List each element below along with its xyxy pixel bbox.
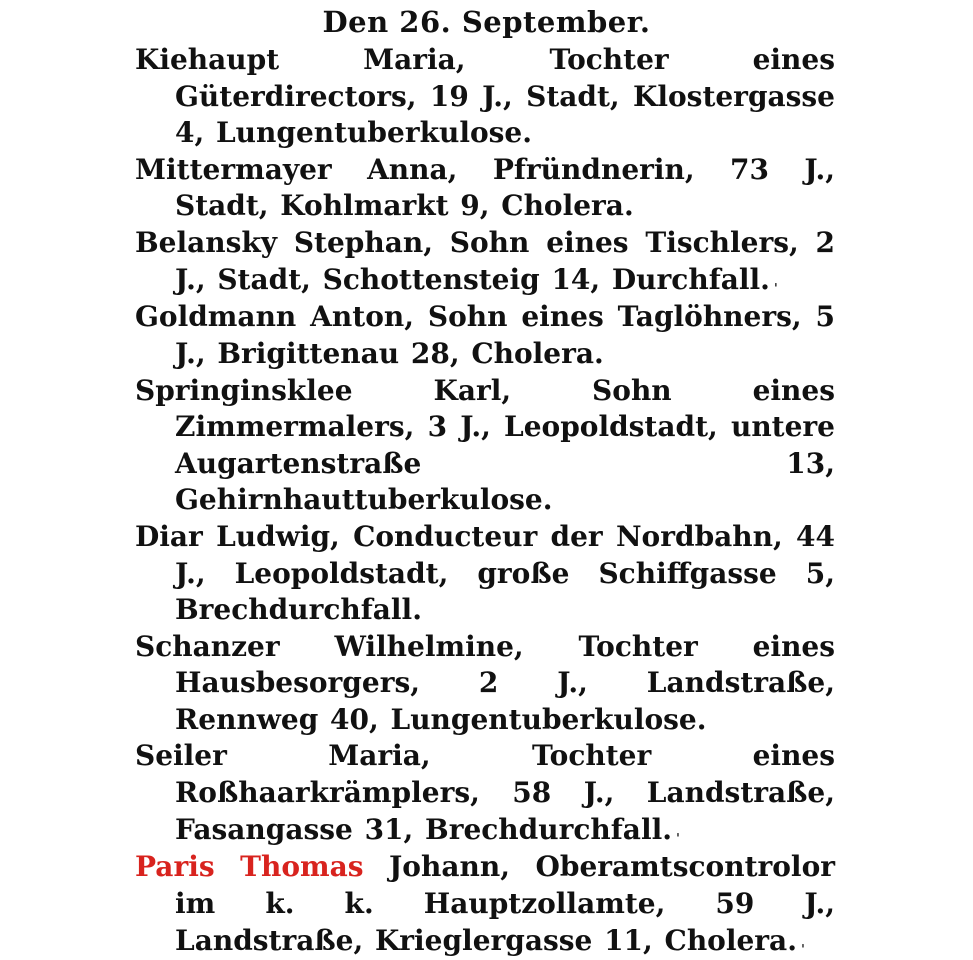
ink-mark: ˌ (675, 822, 680, 839)
entry-name: Seiler Maria, (135, 739, 431, 773)
entry-text: Sohn eines Tischlers, 2 J., Stadt, Schottensteig 14, Durchfall. (175, 225, 835, 296)
entry-text: Tochter eines Güterdirectors, 19 J., Stadt, Klostergasse 4, Lungentuberkulose. (175, 43, 835, 150)
list-item (135, 629, 835, 739)
list-item (135, 299, 835, 372)
entry-name: Springinsklee Karl, (135, 373, 512, 407)
list-item (135, 519, 835, 629)
entry-text: Sohn eines Zimmermalers, 3 J., Leopoldstadt, untere Augartenstraße 13, Gehirnhauttuberkulose. (175, 373, 835, 517)
entry-text: Conducteur der Nordbahn, 44 J., Leopoldstadt, große Schiffgasse 5, Brechdurchfall. (175, 519, 836, 627)
entry-name: Johann, (363, 850, 510, 884)
entry-name: Mittermayer Anna, (135, 152, 458, 186)
list-item (135, 152, 835, 225)
list-item (135, 225, 835, 299)
entry-name: Diar Ludwig, (135, 519, 340, 553)
entry-text: Tochter eines Hausbesorgers, 2 J., Landstraße, Rennweg 40, Lungentuberkulose. (175, 629, 836, 736)
entry-text: Pfründnerin, 73 J., Stadt, Kohlmarkt 9, Cholera. (175, 152, 836, 223)
list-item (135, 738, 835, 849)
entry-name: Schanzer Wilhelmine, (135, 629, 524, 663)
entry-name: Belansky Stephan, (135, 225, 433, 259)
ink-mark: ˌ (800, 933, 805, 950)
entry-name: Kiehaupt Maria, (135, 43, 466, 76)
entry-name: Goldmann Anton, (135, 300, 414, 334)
list-item (135, 42, 835, 152)
ink-mark: ˌ (773, 272, 778, 289)
highlighted-name: Paris Thomas (135, 850, 364, 884)
list-item (135, 373, 835, 519)
entry-text: Oberamtscontrolor im k. k. Hauptzollamte, 59 J., Landstraße, Krieglergasse 11, Cholera. (175, 850, 835, 957)
list-item (135, 849, 835, 960)
entry-text: Tochter eines Roßhaarkrämplers, 58 J., Landstraße, Fasangasse 31, Brechdurchfall. (175, 739, 835, 846)
entry-text: Sohn eines Taglöhners, 5 J., Brigittenau 28, Cholera. (175, 300, 835, 370)
death-register-list (135, 42, 835, 960)
date-heading: Den 26. September. (322, 5, 651, 39)
